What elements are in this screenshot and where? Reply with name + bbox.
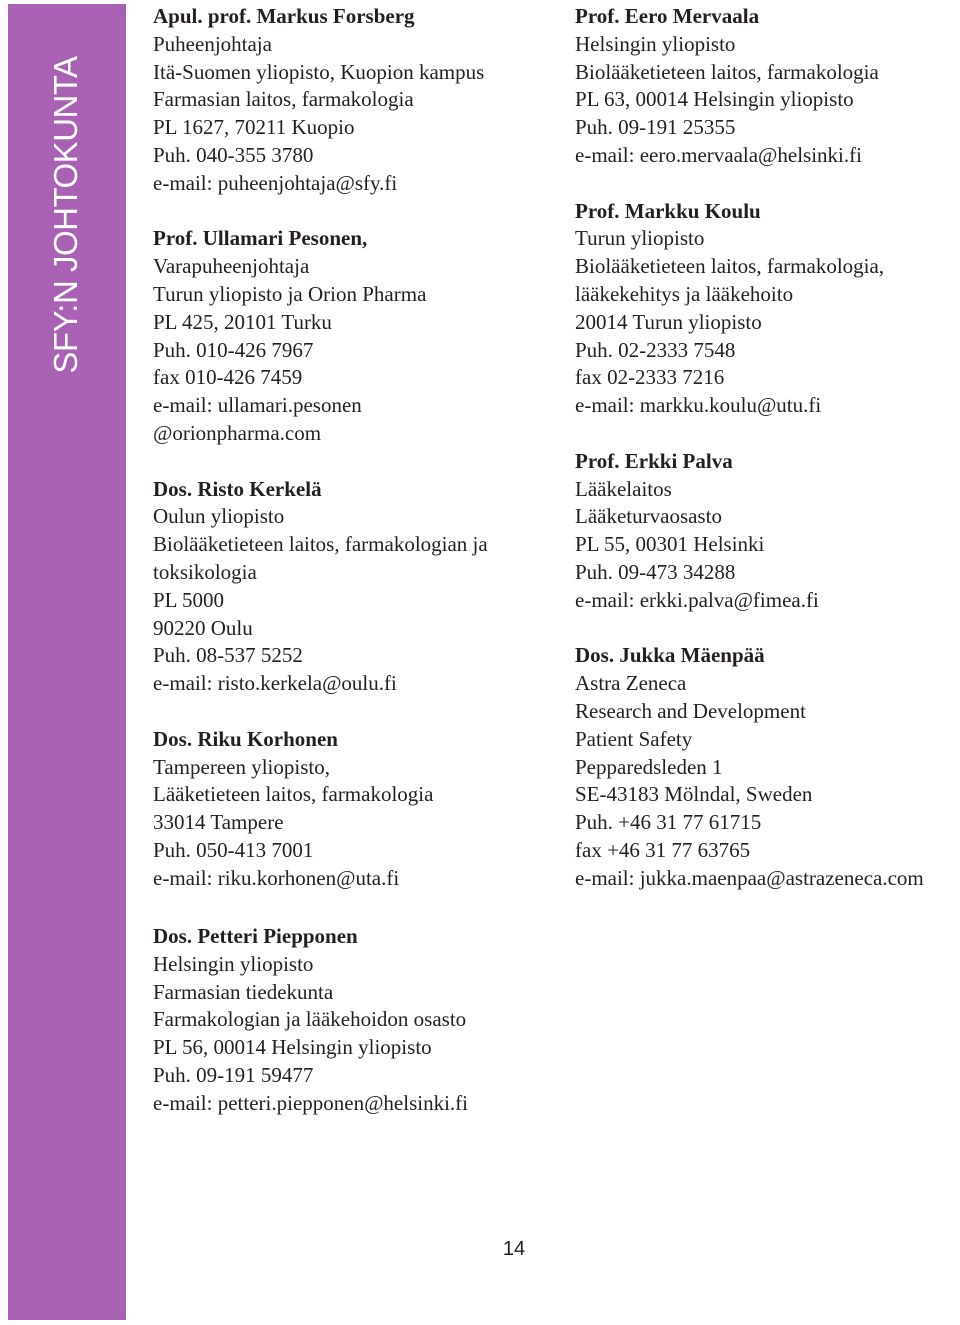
member-name-line [153, 476, 553, 504]
member-email: e-mail: risto.kerkela@oulu.fi [153, 671, 397, 696]
member-title: Prof. [575, 448, 620, 473]
member-title: Apul. prof. [153, 4, 252, 28]
board-member-entry [153, 726, 553, 893]
member-title: Dos. [153, 924, 193, 948]
member-name-line [575, 448, 960, 476]
member-name: Risto Kerkelä [197, 476, 322, 501]
member-email: e-mail: riku.korhonen@uta.fi [153, 865, 400, 890]
member-division: Research and Development [575, 698, 806, 723]
member-name: Erkki Palva [624, 448, 733, 473]
member-organization: Tampereen yliopisto, [153, 754, 330, 779]
member-department: Farmasian laitos, farmakologia [153, 87, 414, 112]
bottom-entry-column [153, 923, 573, 1145]
member-department: Farmakologian ja lääkehoidon osasto [153, 1007, 467, 1032]
member-name-line [153, 726, 553, 754]
member-name: Markku Koulu [624, 198, 761, 223]
member-phone: Puh. 09-191 25355 [575, 115, 736, 140]
right-column [575, 3, 960, 920]
member-address: PL 1627, 70211 Kuopio [153, 115, 355, 140]
member-email: e-mail: petteri.piepponen@helsinki.fi [153, 1090, 468, 1115]
member-name: Eero Mervaala [624, 4, 760, 28]
member-name: Jukka Mäenpää [619, 643, 765, 668]
member-organization: Itä-Suomen yliopisto, Kuopion kampus [153, 59, 485, 84]
member-email: e-mail: jukka.maenpaa@astrazeneca.com [575, 865, 924, 890]
board-member-entry [153, 476, 553, 698]
board-member-entry [153, 225, 553, 447]
member-fax: fax 010-426 7459 [153, 365, 303, 390]
member-fax: fax +46 31 77 63765 [575, 837, 751, 862]
member-phone: Puh. 050-413 7001 [153, 837, 314, 862]
member-phone: Puh. +46 31 77 61715 [575, 810, 762, 835]
member-department: Biolääketieteen laitos, farmakologian ja [153, 532, 488, 557]
member-organization: Oulun yliopisto [153, 504, 285, 529]
board-member-entry [153, 3, 553, 198]
member-title: Prof. [153, 226, 198, 251]
member-phone: Puh. 010-426 7967 [153, 337, 314, 362]
member-postal-code: 90220 Oulu [153, 615, 253, 640]
member-name-line [153, 3, 553, 31]
member-department-continued: lääkekehitys ja lääkehoito [575, 281, 794, 306]
member-department-continued: toksikologia [153, 559, 257, 584]
member-department: Biolääketieteen laitos, farmakologia, [575, 254, 885, 279]
page-number: 14 [502, 1238, 526, 1260]
member-organization: Astra Zeneca [575, 671, 687, 696]
member-name-line [575, 198, 960, 226]
member-email: e-mail: markku.koulu@utu.fi [575, 393, 822, 418]
member-department: Lääketurvaosasto [575, 504, 722, 529]
member-address: PL 425, 20101 Turku [153, 309, 332, 334]
board-member-entry [575, 642, 960, 892]
member-phone: Puh. 040-355 3780 [153, 142, 314, 167]
section-title: SFY:N JOHTOKUNTA [47, 56, 84, 374]
board-member-entry [153, 923, 573, 1118]
member-organization: Helsingin yliopisto [153, 951, 314, 976]
member-email: e-mail: puheenjohtaja@sfy.fi [153, 170, 398, 195]
member-role: Puheenjohtaja [153, 31, 272, 56]
left-column [153, 3, 553, 920]
member-name: Markus Forsberg [256, 4, 415, 28]
member-title: Dos. [153, 726, 193, 751]
member-email: e-mail: ullamari.pesonen [153, 393, 362, 418]
member-title: Dos. [575, 643, 615, 668]
member-title: Prof. [575, 4, 620, 28]
member-name-line [575, 3, 960, 31]
member-po-box: PL 5000 [153, 587, 224, 612]
member-department: Biolääketieteen laitos, farmakologia [575, 59, 879, 84]
member-phone: Puh. 02-2333 7548 [575, 337, 736, 362]
member-phone: Puh. 09-473 34288 [575, 559, 736, 584]
member-title: Dos. [153, 476, 193, 501]
member-address: PL 56, 00014 Helsingin yliopisto [153, 1035, 432, 1060]
board-member-entry [575, 3, 960, 170]
member-address: PL 63, 00014 Helsingin yliopisto [575, 87, 854, 112]
member-address: PL 55, 00301 Helsinki [575, 532, 765, 557]
member-name-line [153, 225, 553, 253]
member-name: Ullamari Pesonen, [202, 226, 368, 251]
member-email-continued: @orionpharma.com [153, 420, 322, 445]
member-organization: Lääkelaitos [575, 476, 672, 501]
member-department: Patient Safety [575, 726, 693, 751]
member-organization: Turun yliopisto [575, 226, 705, 251]
member-phone: Puh. 08-537 5252 [153, 643, 303, 668]
member-email: e-mail: eero.mervaala@helsinki.fi [575, 142, 862, 167]
member-department: Lääketieteen laitos, farmakologia [153, 782, 434, 807]
member-name-line [575, 642, 960, 670]
board-member-entry [575, 448, 960, 615]
member-fax: fax 02-2333 7216 [575, 365, 725, 390]
member-address: 33014 Tampere [153, 810, 284, 835]
member-title: Prof. [575, 198, 620, 223]
member-name: Petteri Piepponen [197, 924, 358, 948]
board-member-entry [575, 198, 960, 420]
member-organization: Turun yliopisto ja Orion Pharma [153, 281, 427, 306]
member-name: Riku Korhonen [197, 726, 338, 751]
member-city: SE-43183 Mölndal, Sweden [575, 782, 813, 807]
member-role: Varapuheenjohtaja [153, 254, 310, 279]
member-email: e-mail: erkki.palva@fimea.fi [575, 587, 819, 612]
member-street: Pepparedsleden 1 [575, 754, 723, 779]
member-phone: Puh. 09-191 59477 [153, 1062, 314, 1087]
member-organization: Helsingin yliopisto [575, 31, 736, 56]
member-faculty: Farmasian tiedekunta [153, 979, 334, 1004]
member-name-line [153, 923, 573, 951]
member-address: 20014 Turun yliopisto [575, 309, 762, 334]
